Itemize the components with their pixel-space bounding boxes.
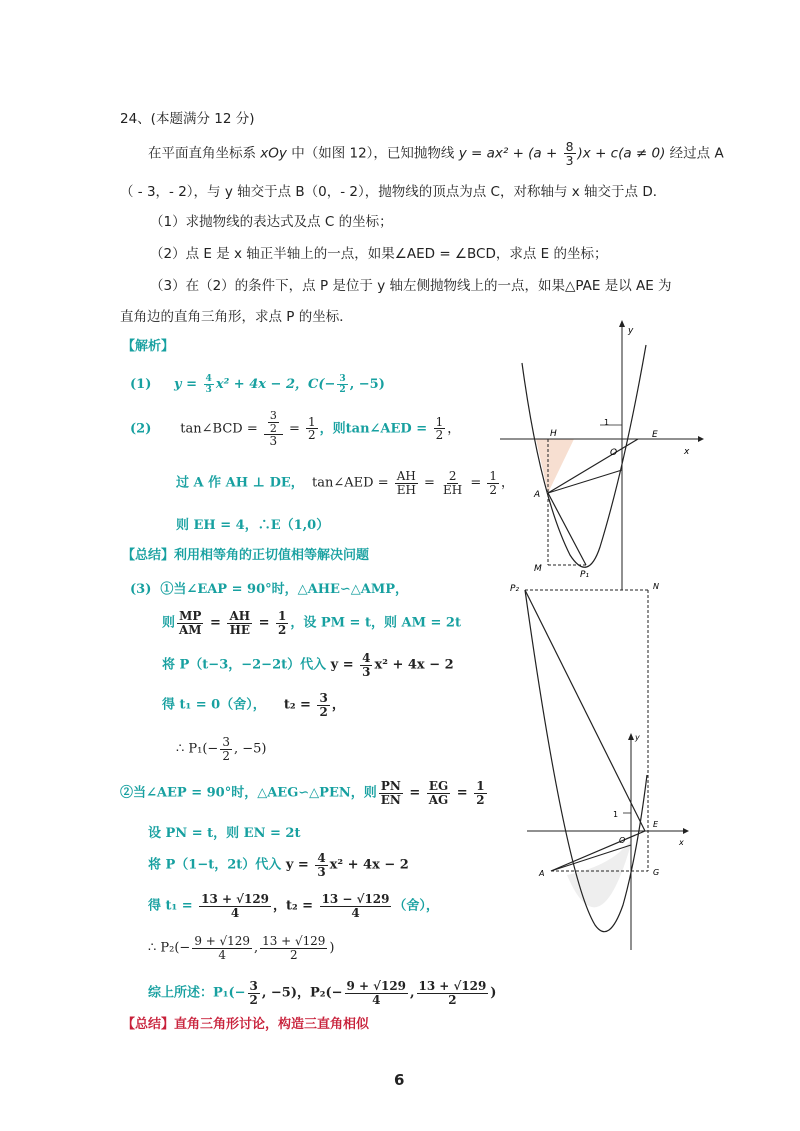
label-one: 1 (613, 810, 619, 819)
numerator: 2 (448, 469, 457, 483)
denominator: 2 (435, 428, 444, 443)
fraction (268, 410, 279, 434)
fraction (204, 374, 214, 394)
denominator: 4 (230, 905, 240, 920)
denominator: 2 (339, 384, 346, 395)
text: ①当∠EAP = 90°时，△AHE∽△AMP， (160, 582, 409, 597)
denominator: AG (428, 792, 449, 807)
label-y: y (635, 733, 640, 742)
numerator: 13 − √129 (321, 892, 390, 906)
y-axis-arrow-icon (628, 733, 634, 740)
fraction (337, 374, 347, 394)
text: )x + c(a ≠ 0) (577, 145, 666, 162)
text: 得 t₁ = (148, 898, 198, 914)
text: ∴ P₁(− (176, 741, 219, 757)
text: ∴ P₂(− (148, 940, 191, 956)
text: x² + 4x − 2，C(− (215, 377, 336, 392)
denominator: HE (229, 622, 250, 637)
denominator: 3 (565, 153, 574, 169)
text: ， (331, 697, 345, 713)
text: 将 P（1−t，2t）代入 (148, 857, 286, 873)
figure-bottom (505, 575, 705, 955)
text: xOy (260, 145, 287, 162)
denominator: 2 (222, 748, 230, 763)
problem-title: 24、(本题满分 12 分) (120, 111, 255, 127)
problem-part-3b: 直角边的直角三角形，求点 P 的坐标． (120, 309, 353, 325)
fraction (345, 980, 408, 1006)
text: ，t₂ = (272, 898, 318, 914)
text: 经过点 A (665, 145, 724, 162)
text: x² + 4x − 2 (374, 657, 454, 673)
conclusion (148, 980, 496, 1006)
text: = (284, 421, 305, 437)
numerator: 13 + √129 (418, 979, 487, 993)
case-1-ratio: 则 $\frac{MP}{AM}$ = $\frac{AH}{HE}$ = $\frac{1}{2}$ ，设 PM = t，则 AM = 2t (162, 609, 461, 637)
solution-part-2-line-3: 则 EH = 4，∴E（1,0） (176, 518, 330, 533)
text: 得 t₁ = 0（舍）， (162, 697, 266, 713)
problem-part-3a: （3）在（2）的条件下，点 P 是位于 y 轴左侧抛物线上的一点，如果△PAE 是以 AE 为 (150, 278, 672, 294)
solution-part-3-case-2: ②当∠AEP = 90°时，△AEG∽△PEN，则 $\frac{PN}{EN}$ = $\frac{EG}{AG}$ = $\frac{1}{2}$ (120, 779, 485, 807)
denominator: 2 (278, 622, 287, 637)
numerator: MP (179, 609, 202, 623)
problem-part-1: （1）求抛物线的表达式及点 C 的坐标； (150, 214, 393, 230)
numerator: AH (229, 609, 251, 623)
denominator: 2 (289, 947, 298, 962)
text: (1) (130, 377, 152, 392)
solution-part-1 (130, 373, 385, 395)
fraction (474, 780, 486, 806)
text: (3) (130, 582, 152, 597)
fraction (264, 410, 283, 448)
numerator: 1 (308, 414, 316, 429)
fraction (379, 780, 403, 806)
text: ②当∠AEP = 90°时，△AEG∽△PEN，则 (120, 785, 377, 801)
case-2-result (148, 893, 439, 919)
text: y = (330, 657, 359, 673)
problem-line-2: （ - 3，- 2），与 y 轴交于点 B（0，- 2），抛物线的顶点为点 C，对称轴与 x 轴交于点 D． (120, 184, 667, 200)
page-number: 6 (394, 1071, 405, 1089)
summary-2: 【总结】直角三角形讨论，构造三直角相似 (122, 1017, 370, 1032)
text: x² + 4x − 2 (329, 857, 409, 873)
solution-part-2-line-2: 过 A 作 AH ⊥ DE， tan∠AED = $\frac{AH}{EH}$ = $\frac{2}{EH}$ = $\frac{1}{2}$ ， (176, 469, 514, 497)
denominator: 2 (319, 704, 328, 719)
denominator: 4 (218, 947, 226, 962)
label-H: H (550, 429, 557, 439)
denominator: 4 (351, 905, 360, 920)
problem-line-1 (148, 140, 724, 167)
numerator: 8 (565, 139, 574, 154)
numerator: 13 + √129 (262, 934, 326, 948)
text: 在平面直角坐标系 (148, 145, 261, 162)
solution-part-2-line-1 (130, 410, 460, 448)
text: , −5) (233, 741, 267, 757)
denominator: EH (443, 482, 463, 497)
numerator: 3 (339, 373, 346, 385)
case-2-substitute (148, 852, 409, 878)
denominator: AM (179, 622, 202, 637)
fraction (417, 980, 489, 1006)
text: ， (447, 421, 461, 437)
denominator: 2 (249, 992, 258, 1007)
text: ， (500, 475, 514, 491)
text: ，则tan∠AED = (319, 421, 432, 437)
numerator: 3 (319, 691, 328, 705)
fraction (260, 935, 327, 961)
label-y: y (628, 326, 634, 336)
fraction (427, 780, 450, 806)
fraction (306, 416, 318, 442)
text: tan∠AED = (312, 475, 393, 491)
label-O: O (610, 448, 618, 458)
fraction (564, 140, 576, 167)
numerator: 4 (205, 373, 212, 385)
denominator: EN (380, 792, 401, 807)
denominator: 3 (269, 434, 278, 449)
text: tan∠BCD = (180, 421, 262, 437)
label-A: A (539, 869, 545, 878)
denominator: EH (396, 482, 416, 497)
fraction (192, 935, 252, 961)
fraction (487, 470, 499, 496)
fraction (441, 470, 464, 496)
label-P1: P₁ (580, 570, 590, 580)
label-E: E (653, 820, 659, 829)
text: ) (329, 940, 335, 956)
text: 将 P（t−3，−2−2t）代入 (162, 657, 331, 673)
text: 中（如图 12），已知抛物线 (286, 145, 459, 162)
label-x: x (679, 838, 684, 847)
fraction (248, 980, 260, 1006)
denominator: 3 (205, 384, 212, 395)
label-one: 1 (604, 418, 610, 427)
fraction (177, 610, 204, 636)
text: y = ax² + (a + (458, 145, 562, 162)
label-G: G (653, 868, 660, 877)
denominator: 3 (317, 864, 326, 879)
summary-1: 【总结】利用相等角的正切值相等解决问题 (122, 548, 370, 563)
numerator: 3 (249, 979, 258, 993)
text: , −5) (349, 377, 385, 392)
label-E: E (652, 430, 658, 440)
denominator: 2 (476, 792, 485, 807)
numerator: 1 (489, 469, 497, 483)
x-axis-arrow-icon (698, 436, 704, 442)
text: , (409, 985, 415, 1001)
text: ，设 PM = t，则 AM = 2t (290, 615, 461, 631)
text: t₂ = (283, 697, 316, 713)
numerator: 3 (222, 735, 230, 749)
denominator: 2 (489, 482, 497, 497)
label-A: A (534, 490, 541, 500)
numerator: 1 (278, 609, 287, 623)
label-O: O (619, 836, 626, 845)
solution-part-3-case-1 (130, 578, 408, 597)
text: , (253, 940, 259, 956)
numerator: 9 + √129 (346, 979, 406, 993)
fraction (227, 610, 252, 636)
case-1-result (162, 692, 345, 718)
label-N: N (653, 582, 659, 591)
label-M: M (534, 564, 542, 574)
numerator: 4 (362, 651, 371, 665)
case-2-point (148, 935, 334, 961)
numerator: EG (428, 779, 449, 793)
fraction (360, 652, 372, 678)
fraction (315, 852, 327, 878)
text: , −5)，P₂(− (261, 985, 343, 1001)
numerator: 9 + √129 (194, 934, 250, 948)
fraction (434, 416, 446, 442)
fraction (395, 470, 418, 496)
label-x: x (684, 447, 690, 457)
case-1-substitute (162, 652, 454, 678)
denominator: 2 (448, 992, 457, 1007)
text: y = (174, 377, 202, 392)
fraction (199, 893, 271, 919)
numerator: 4 (317, 851, 326, 865)
fraction (317, 692, 329, 718)
denominator: 2 (269, 421, 277, 435)
fraction (220, 736, 232, 762)
text: (2) (130, 421, 152, 437)
numerator: 13 + √129 (201, 892, 269, 906)
numerator: 1 (476, 779, 485, 793)
label-P2: P₂ (510, 584, 520, 594)
denominator: 3 (362, 664, 371, 679)
denominator: 2 (308, 428, 316, 443)
text: 过 A 作 AH ⊥ DE， (176, 475, 304, 491)
text: 则 (162, 615, 176, 631)
numerator: AH (396, 469, 416, 483)
denominator: 4 (372, 992, 381, 1007)
text: （舍）， (393, 898, 439, 914)
figure-top (500, 315, 710, 590)
case-1-point (176, 736, 266, 762)
numerator: 1 (435, 414, 444, 429)
solution-label: 【解析】 (122, 339, 175, 354)
text: 综上所述：P₁(− (148, 985, 246, 1001)
text: ) (490, 985, 497, 1001)
fraction (320, 893, 392, 919)
fraction (276, 610, 288, 636)
text: y = (285, 857, 314, 873)
y-axis-arrow-icon (619, 320, 625, 327)
numerator (264, 410, 283, 435)
problem-part-2: （2）点 E 是 x 轴正半轴上的一点，如果∠AED = ∠BCD，求点 E 的坐标； (150, 246, 608, 262)
numerator: PN (380, 779, 401, 793)
case-2-set: 设 PN = t，则 EN = 2t (148, 826, 301, 841)
numerator: 3 (269, 409, 277, 422)
x-axis-arrow-icon (683, 828, 689, 834)
